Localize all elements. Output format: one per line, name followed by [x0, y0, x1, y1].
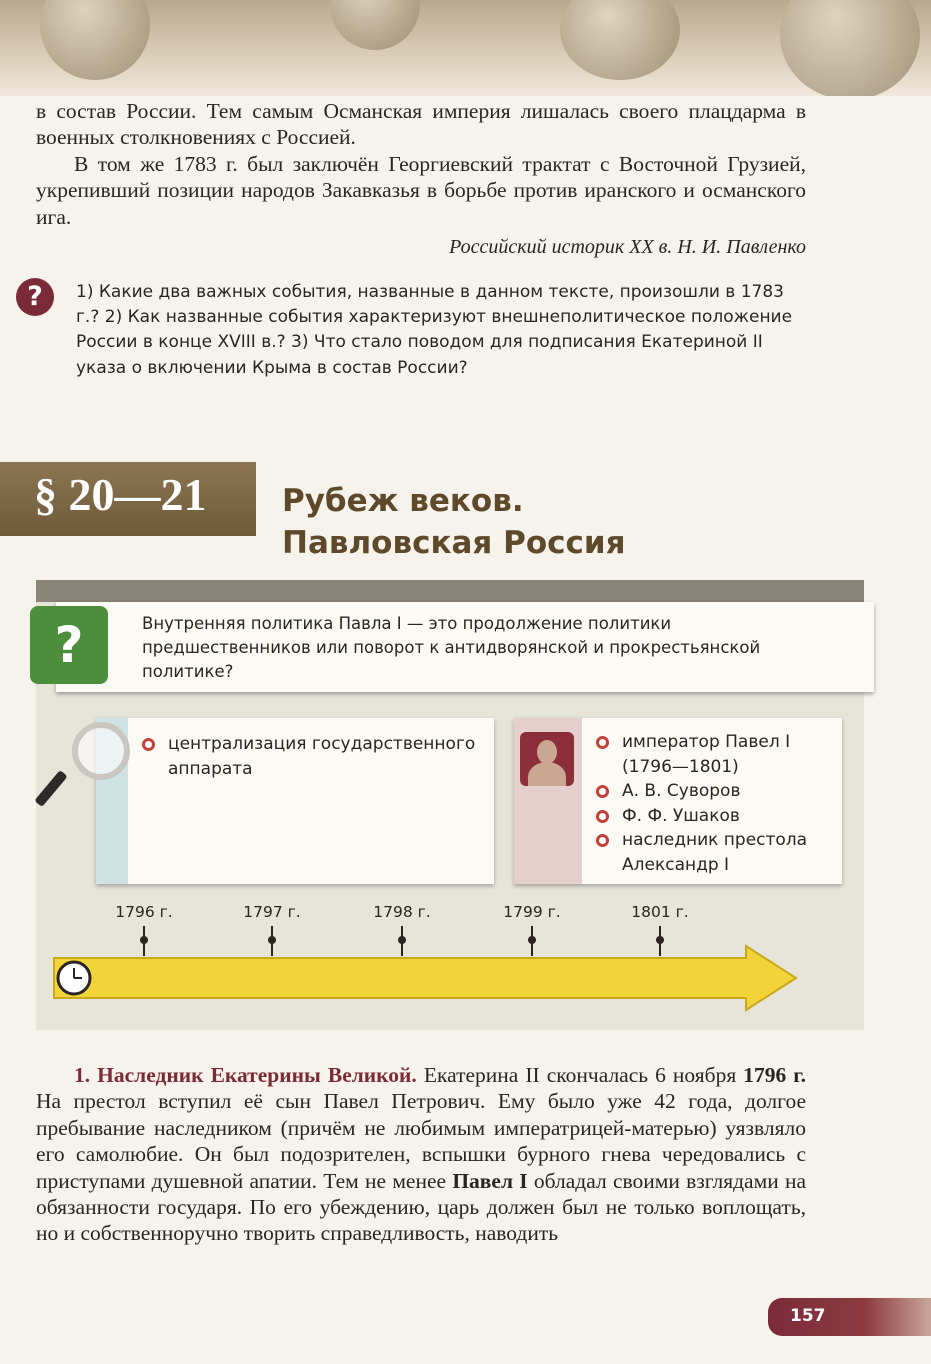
body-bold-date: 1796 г.: [743, 1063, 807, 1087]
problem-question-text: Внутренняя политика Павла I — это продолжение политики предшественников или поворот к антидворянской и прокрестьянской политике?: [142, 614, 761, 681]
scheme-top-strip: [36, 580, 864, 602]
timeline-year: 1799 г.: [503, 903, 561, 921]
persons-list: [596, 730, 842, 877]
bullet-icon: [596, 785, 609, 798]
coin-decoration: [780, 0, 920, 96]
bullet-icon: [142, 738, 155, 751]
paragraph-title-line-1: Рубеж веков.: [282, 483, 524, 519]
body-text: обладал своими взглядами на обязанности государя. По его убеждению, царь должен был не только воплощать, но и собственноручно творить справедливость, наводить: [36, 1168, 806, 1246]
timeline-year: 1797 г.: [243, 903, 301, 921]
quote-text: [36, 98, 806, 230]
coin-decoration: [40, 0, 150, 80]
bullet-icon: [596, 834, 609, 847]
person-silhouette-icon: [520, 732, 574, 786]
concepts-list: [142, 732, 482, 781]
paragraph-title: [282, 480, 626, 564]
body-text: Екатерина II скончалась 6 ноября: [416, 1063, 744, 1087]
timeline-year: 1801 г.: [631, 903, 689, 921]
person-text: наследник престола Александр I: [622, 830, 808, 875]
person-text: император Павел I (1796—1801): [622, 732, 791, 777]
paragraph-title-line-2: Павловская Россия: [282, 525, 626, 561]
magnifier-icon: [72, 722, 130, 780]
bullet-icon: [596, 810, 609, 823]
page-number: 157: [790, 1306, 826, 1326]
timeline-tick: [243, 903, 300, 956]
timeline-tick: [631, 903, 688, 956]
quote-paragraph-2: В том же 1783 г. был заключён Георгиевский трактат с Восточной Грузией, укрепивший позиции народов Закавказья в борьбе против иранского и османского ига.: [36, 151, 806, 229]
problem-question-icon: ?: [30, 606, 108, 684]
timeline: [36, 880, 864, 1030]
list-item: [596, 828, 842, 877]
paragraph-number: § 20—21: [34, 469, 207, 520]
timeline-tick: [115, 903, 172, 956]
coin-decoration: [560, 0, 680, 80]
person-text: Ф. Ф. Ушаков: [622, 805, 740, 826]
body-text: На престол вступил её сын Павел Петрович. Ему было уже 42 года, долгое пребывание наследником (причём не любимым императрицей-матерью) уязвляло его самолюбие. Он был подозрителен, вспышки бурного гнева чередовались с приступами душевной апатии. Тем не менее: [36, 1089, 806, 1193]
timeline-year: 1796 г.: [115, 903, 173, 921]
bullet-icon: [596, 736, 609, 749]
list-item: [596, 779, 842, 804]
question-text: 1) Какие два важных события, названные в данном тексте, произошли в 1783 г.? 2) Как названные события характеризуют внешнеполитическое положение России в конце XVIII в.? 3) Что стало поводом для подписания Екатериной II указа о включении Крыма в состав России?: [76, 282, 793, 378]
timeline-tick: [503, 903, 560, 956]
quote-paragraph-1: в состав России. Тем самым Османская империя лишалась своего плацдарма в военных столкновениях с Россией.: [36, 99, 806, 150]
quote-attribution: Российский историк XX в. Н. И. Павленко: [449, 236, 806, 258]
timeline-arrow: [54, 946, 796, 1010]
body-paragraph: [36, 1062, 806, 1247]
person-text: А. В. Суворов: [622, 781, 741, 801]
concept-text: централизация государственного аппарата: [168, 734, 476, 779]
list-item: [596, 804, 842, 829]
list-item: [142, 732, 482, 781]
timeline-year: 1798 г.: [373, 903, 431, 921]
section-heading: 1. Наследник Екатерины Великой.: [74, 1063, 417, 1087]
body-bold-name: Павел I: [452, 1168, 528, 1193]
top-decorative-banner: [0, 0, 931, 96]
question-icon: ?: [16, 278, 54, 316]
coin-decoration: [330, 0, 420, 50]
main-body-text: [36, 1062, 806, 1247]
timeline-tick: [373, 903, 430, 956]
timeline-ticks: [115, 903, 688, 956]
list-item: [596, 730, 842, 779]
